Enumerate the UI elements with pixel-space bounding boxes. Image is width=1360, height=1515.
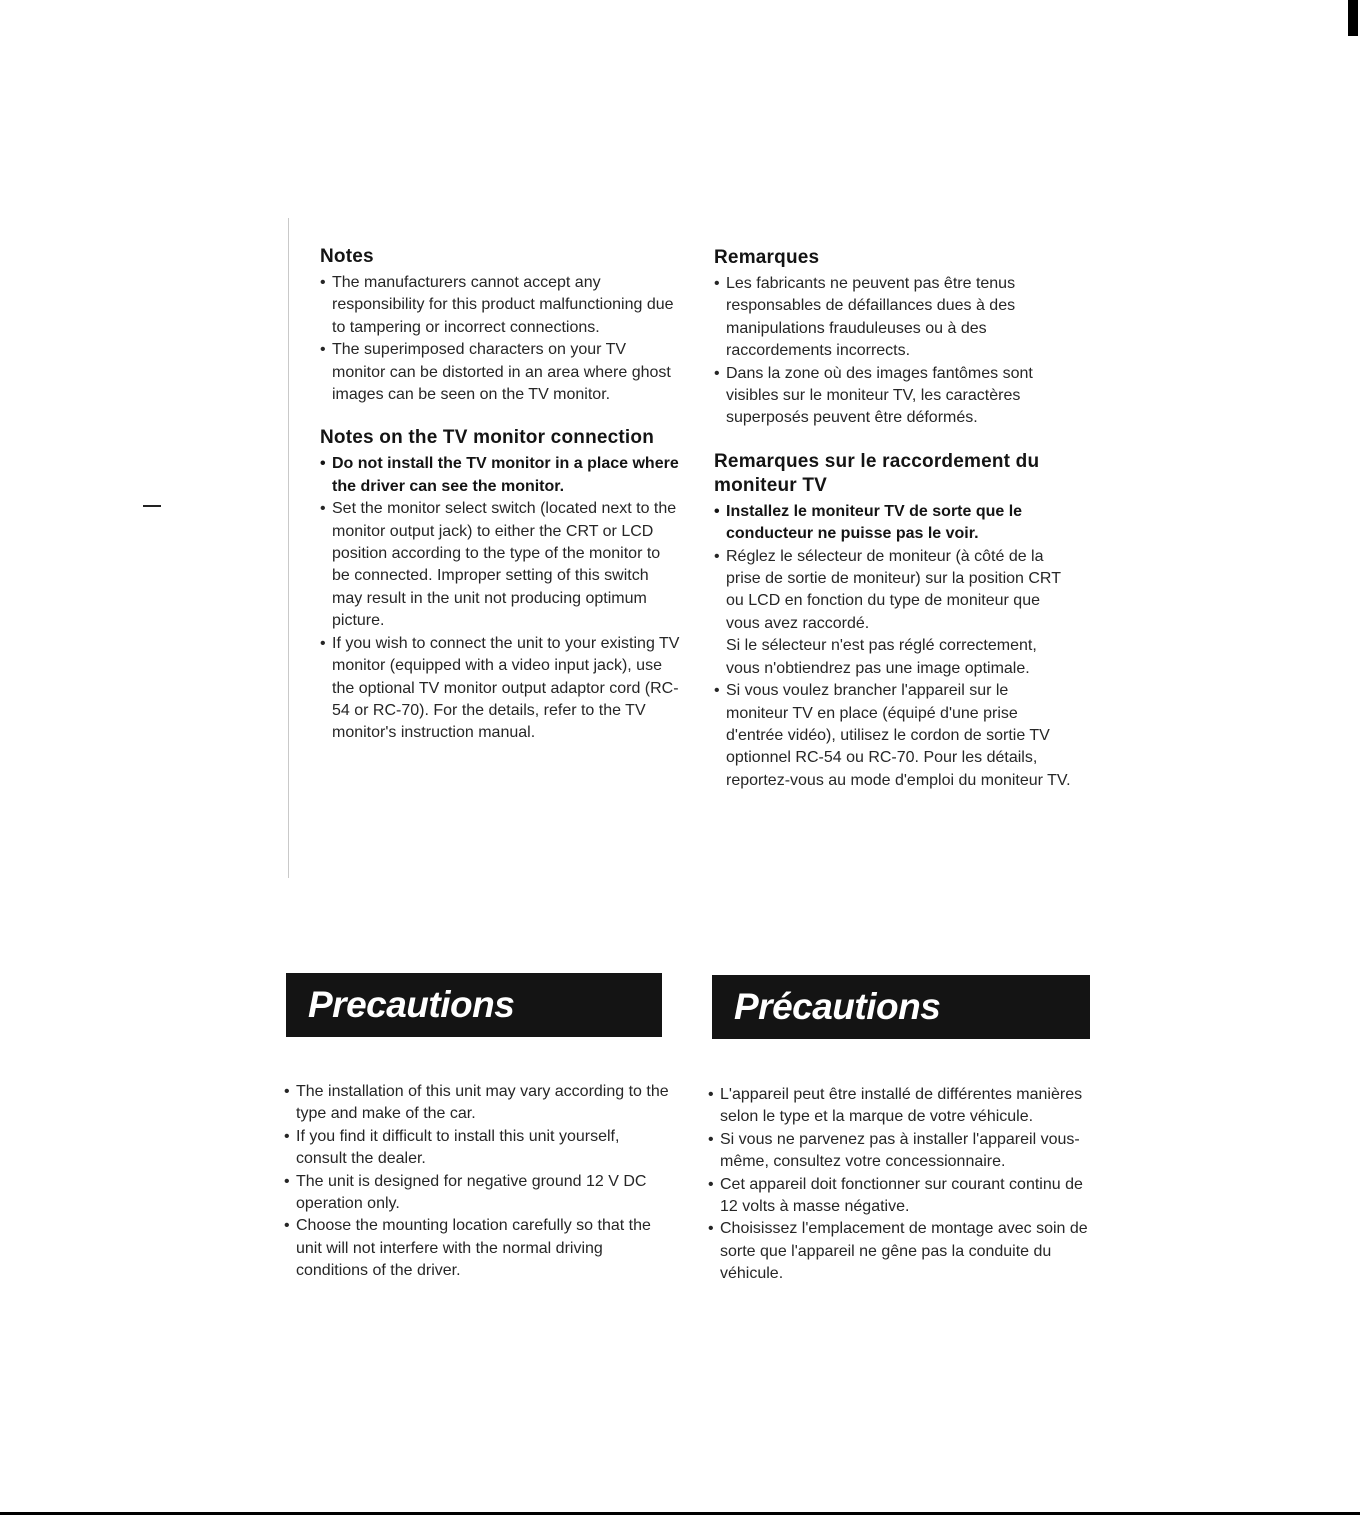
list-item: • The installation of this unit may vary according to the type and make of the car. — [284, 1081, 674, 1126]
list-item: • Cet appareil doit fonctionner sur courant continu de 12 volts à masse négative. — [708, 1174, 1098, 1219]
list-item: • The unit is designed for negative ground 12 V DC operation only. — [284, 1171, 674, 1216]
precautions-fr-banner: Précautions — [712, 975, 1090, 1039]
precautions-fr-list — [708, 1084, 1098, 1286]
notes-en-list — [320, 272, 680, 406]
notes-en-column — [320, 245, 680, 745]
list-item-warning: • Do not install the TV monitor in a place where the driver can see the monitor. — [320, 453, 680, 498]
notes-fr-heading: Remarques — [714, 247, 820, 268]
list-item-continuation: Si le sélecteur n'est pas réglé correctement, vous n'obtiendrez pas une image optimale. — [726, 637, 1037, 677]
notes-en-heading: Notes — [320, 246, 374, 267]
tv-connection-fr-list — [714, 501, 1074, 792]
tv-connection-fr-heading: Remarques sur le raccordement du moniteur TV — [714, 450, 1040, 496]
notes-fr-column — [714, 246, 1074, 792]
list-item: • Si vous ne parvenez pas à installer l'appareil vous-même, consultez votre concessionnaire. — [708, 1129, 1098, 1174]
precautions-en-banner: Precautions — [286, 973, 662, 1037]
list-item: • Choisissez l'emplacement de montage avec soin de sorte que l'appareil ne gêne pas la conduite du véhicule. — [708, 1218, 1098, 1285]
list-item: • L'appareil peut être installé de différentes manières selon le type et la marque de votre véhicule. — [708, 1084, 1098, 1129]
precautions-en-list — [284, 1081, 674, 1283]
tv-connection-en-heading: Notes on the TV monitor connection — [320, 427, 655, 449]
margin-rule — [288, 218, 289, 878]
list-item: • Choose the mounting location carefully so that the unit will not interfere with the normal driving conditions of the driver. — [284, 1215, 674, 1282]
precautions-en-column — [284, 1081, 674, 1283]
list-item — [714, 546, 1074, 680]
list-item: • The manufacturers cannot accept any responsibility for this product malfunctioning due to tampering or incorrect connections. — [320, 272, 680, 339]
list-item: • Les fabricants ne peuvent pas être tenus responsables de défaillances dues à des manipulations frauduleuses ou à des raccordements incorrects. — [714, 273, 1074, 363]
scan-edge-mark — [1348, 0, 1358, 36]
list-item: • Si vous voulez brancher l'appareil sur le moniteur TV en place (équipé d'une prise d'entrée vidéo), utilisez le cordon de sortie TV optionnel RC-54 ou RC-70. Pour les détails, reportez-vous au mode d'emploi du moniteur TV. — [714, 680, 1074, 792]
notes-fr-list — [714, 273, 1074, 430]
list-item: • If you find it difficult to install this unit yourself, consult the dealer. — [284, 1126, 674, 1171]
list-item: • If you wish to connect the unit to your existing TV monitor (equipped with a video input jack), use the optional TV monitor output adaptor cord (RC-54 or RC-70). For the details, refer to the TV monitor's instruction manual. — [320, 633, 680, 745]
precautions-fr-column — [708, 1084, 1098, 1286]
list-item-text: Réglez le sélecteur de moniteur (à côté de la prise de sortie de moniteur) sur la position CRT ou LCD en fonction du type de moniteur que vous avez raccordé. — [726, 547, 1061, 632]
list-item: • Set the monitor select switch (located next to the monitor output jack) to either the CRT or LCD position according to the type of the monitor to be connected. Improper setting of this switch may result in the unit not producing optimum picture. — [320, 498, 680, 632]
scan-dash-mark — [143, 505, 161, 507]
tv-connection-en-list — [320, 453, 680, 744]
list-item: • The superimposed characters on your TV monitor can be distorted in an area where ghost images can be seen on the TV monitor. — [320, 339, 680, 406]
list-item: • Dans la zone où des images fantômes sont visibles sur le moniteur TV, les caractères superposés peuvent être déformés. — [714, 363, 1074, 430]
list-item-warning: • Installez le moniteur TV de sorte que le conducteur ne puisse pas le voir. — [714, 501, 1074, 546]
